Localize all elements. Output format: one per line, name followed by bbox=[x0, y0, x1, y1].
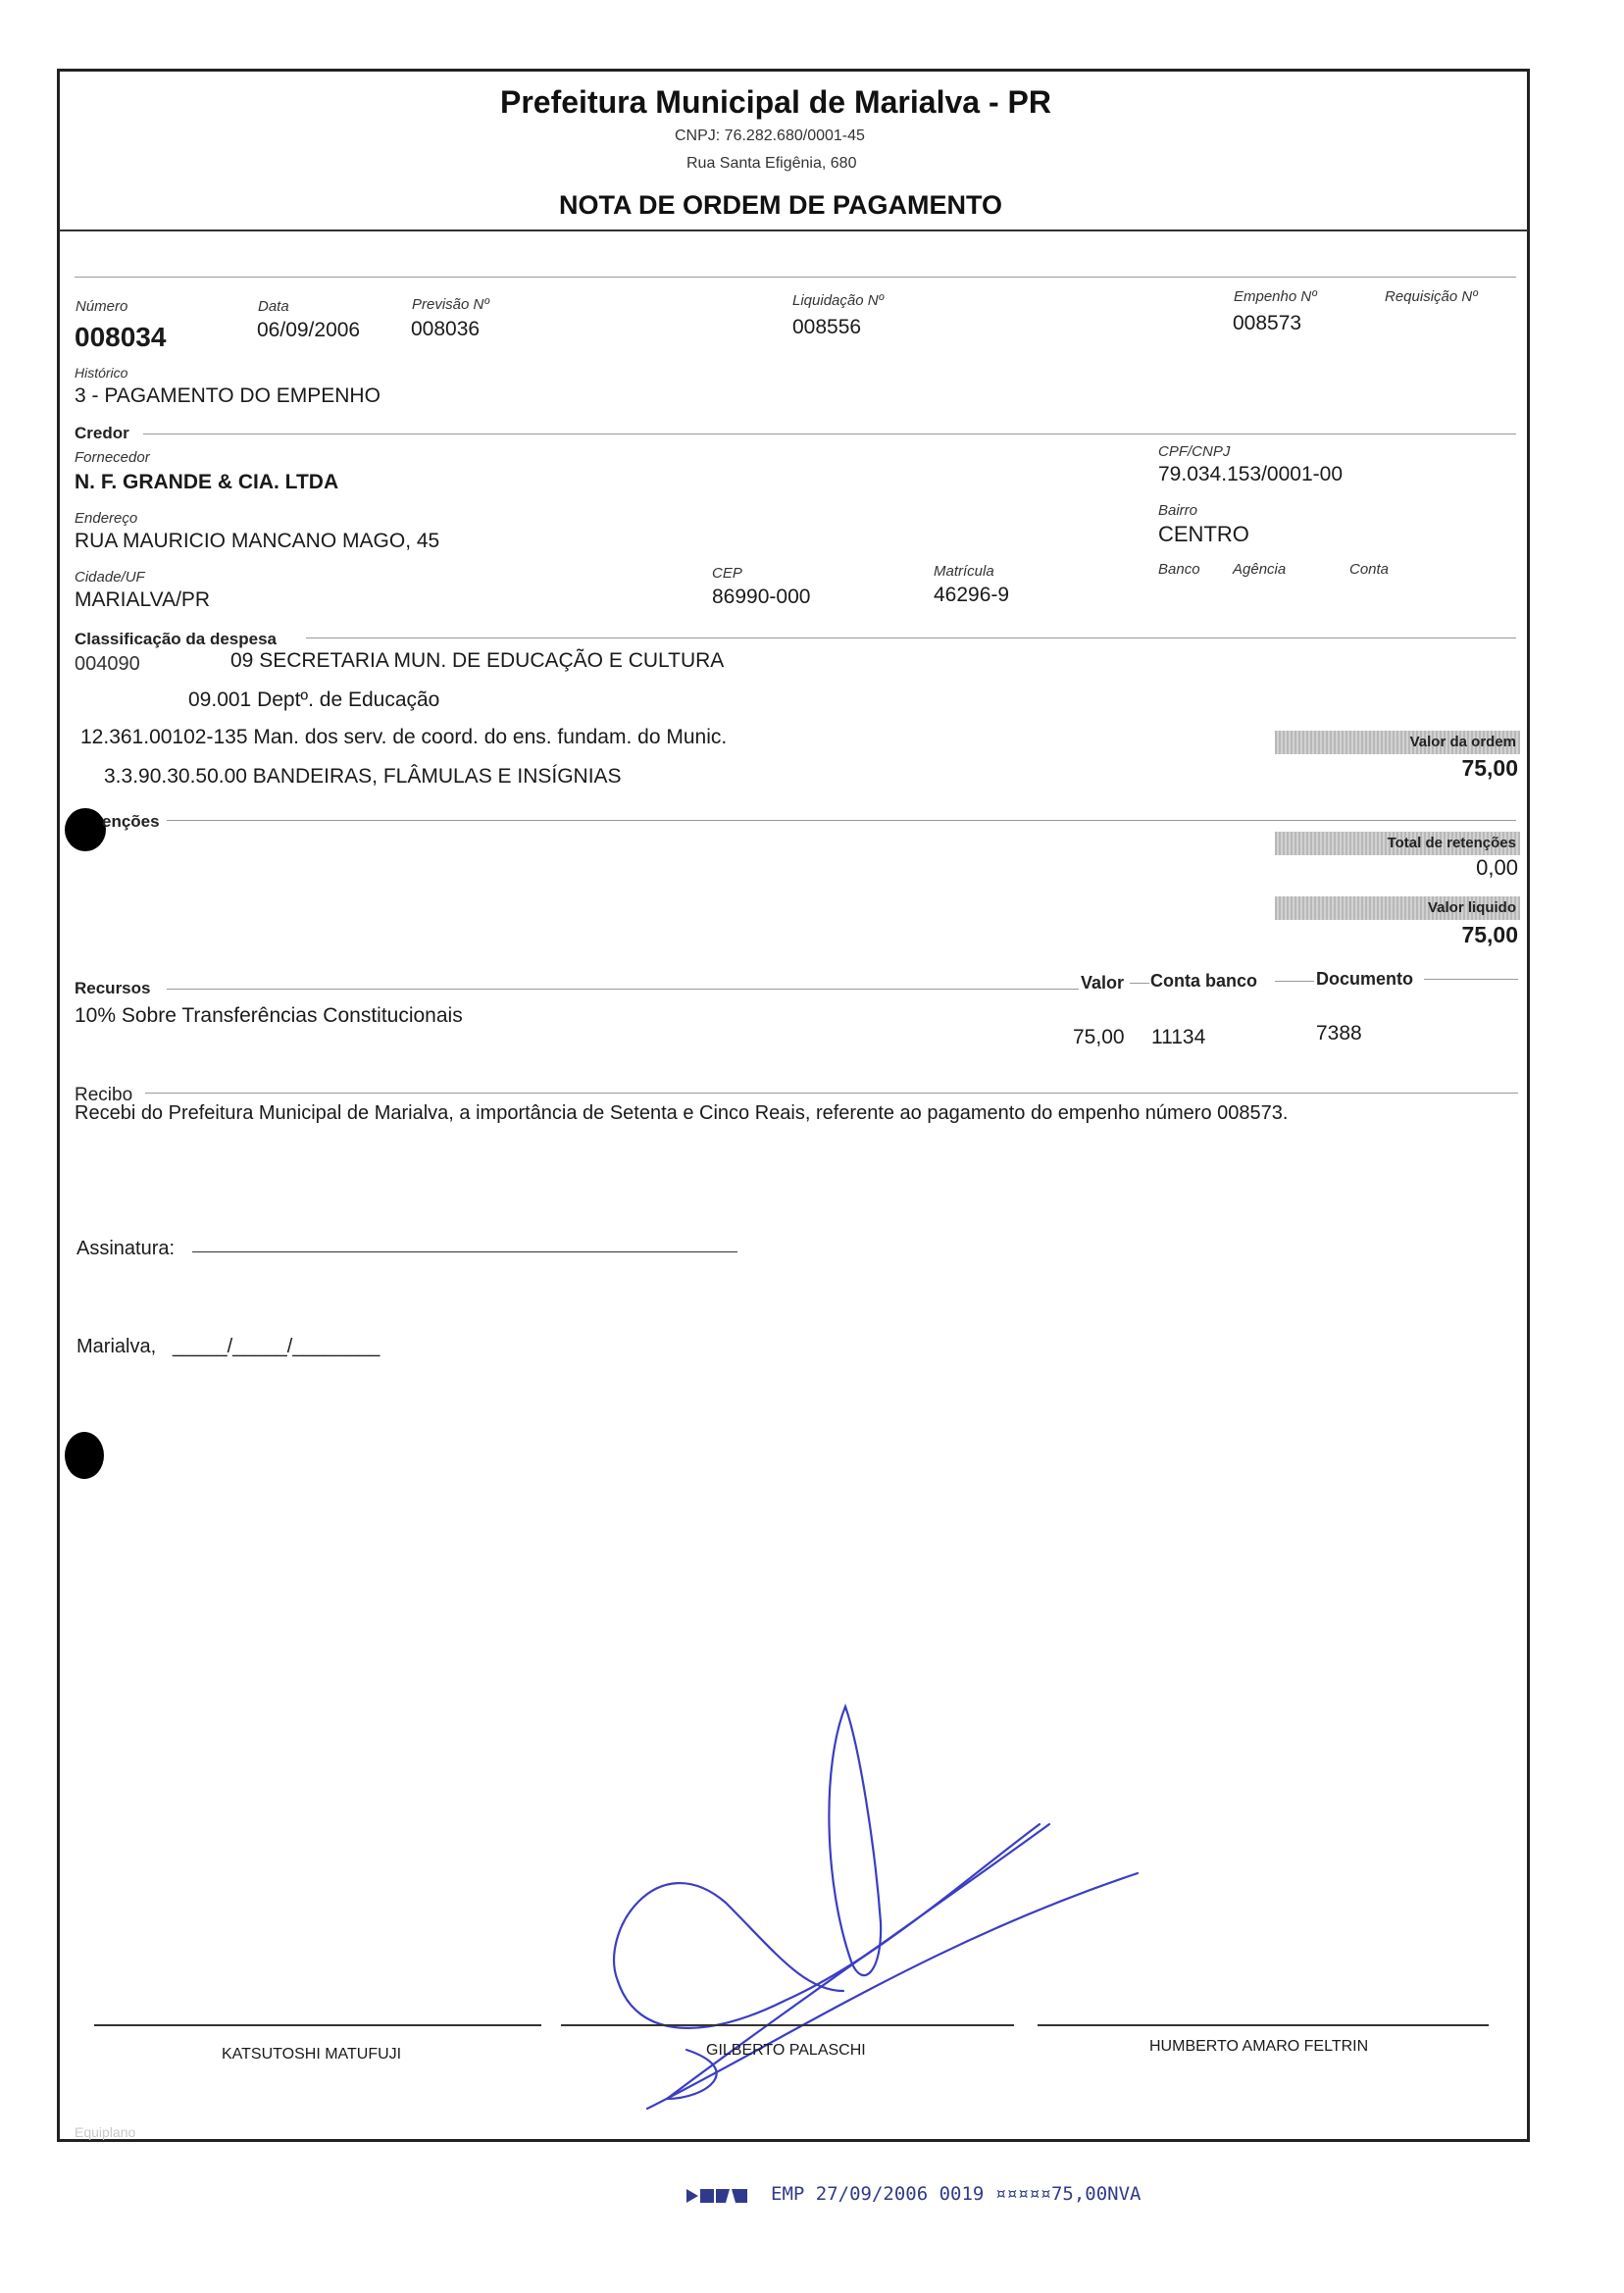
previsao-value: 008036 bbox=[411, 318, 481, 340]
local-label: Marialva, bbox=[76, 1336, 157, 1357]
data-value: 06/09/2006 bbox=[257, 319, 361, 341]
historico-value: 3 - PAGAMENTO DO EMPENHO bbox=[75, 384, 381, 407]
cnpj-line: CNPJ: 76.282.680/0001-45 bbox=[675, 127, 865, 144]
credor-section-label: Credor bbox=[75, 424, 129, 442]
conta-label: Conta bbox=[1349, 561, 1390, 578]
recursos-rule-mid2 bbox=[1275, 981, 1314, 982]
classificacao-line2: 09.001 Deptº. de Educação bbox=[188, 688, 440, 711]
classificacao-line3: 12.361.00102-135 Man. dos serv. de coord. do ens. fundam. do Munic. bbox=[80, 726, 728, 748]
recursos-rule-right bbox=[1424, 979, 1518, 980]
empenho-label: Empenho Nº bbox=[1234, 288, 1317, 305]
signature-line-1 bbox=[94, 2024, 541, 2026]
header-separator bbox=[59, 229, 1528, 231]
recursos-rule-left bbox=[167, 989, 1079, 990]
cpf-label: CPF/CNPJ bbox=[1158, 443, 1231, 460]
requisicao-label: Requisição Nº bbox=[1385, 288, 1478, 305]
credor-rule bbox=[143, 433, 1516, 434]
classificacao-rule bbox=[306, 637, 1516, 638]
recursos-valor: 75,00 bbox=[1073, 1026, 1125, 1048]
address-line: Rua Santa Efigênia, 680 bbox=[686, 155, 857, 172]
recursos-descricao: 10% Sobre Transferências Constitucionais bbox=[75, 1004, 463, 1027]
cidade-label: Cidade/UF bbox=[75, 569, 145, 586]
recursos-section-label: Recursos bbox=[75, 979, 151, 997]
recursos-valor-label: Valor bbox=[1081, 973, 1125, 993]
endereco-value: RUA MAURICIO MANCANO MAGO, 45 bbox=[75, 530, 440, 552]
total-retencoes-label: Total de retenções bbox=[1275, 832, 1520, 855]
numero-label: Número bbox=[76, 298, 128, 315]
recursos-conta-label: Conta banco bbox=[1150, 971, 1258, 991]
signature-line-3 bbox=[1038, 2024, 1489, 2026]
recibo-text: Recebi do Prefeitura Municipal de Marialva, a importância de Setenta e Cinco Reais, referente ao pagamento do empenho número 008573. bbox=[75, 1102, 1289, 1124]
classificacao-line1: 09 SECRETARIA MUN. DE EDUCAÇÃO E CULTURA bbox=[230, 649, 725, 672]
cpf-value: 79.034.153/0001-00 bbox=[1158, 463, 1344, 485]
classificacao-line4: 3.3.90.30.50.00 BANDEIRAS, FLÂMULAS E INSÍGNIAS bbox=[104, 765, 622, 788]
recursos-conta: 11134 bbox=[1151, 1026, 1206, 1048]
signatory-3: HUMBERTO AMARO FELTRIN bbox=[1149, 2038, 1369, 2055]
cep-label: CEP bbox=[712, 565, 742, 582]
recursos-documento-label: Documento bbox=[1316, 969, 1413, 989]
footer-stamp-text: EMP 27/09/2006 0019 ¤¤¤¤¤75,00NVA bbox=[771, 2183, 1142, 2205]
bairro-label: Bairro bbox=[1158, 502, 1198, 519]
liquidacao-label: Liquidação Nº bbox=[792, 292, 885, 309]
recursos-rule-mid bbox=[1130, 983, 1149, 984]
classificacao-section-label: Classificação da despesa bbox=[75, 630, 278, 648]
assinatura-label: Assinatura: bbox=[76, 1238, 176, 1259]
date-blank-lines: _____/_____/________ bbox=[173, 1336, 381, 1357]
data-label: Data bbox=[258, 298, 289, 315]
endereco-label: Endereço bbox=[75, 510, 138, 527]
classificacao-code: 004090 bbox=[75, 653, 140, 675]
total-retencoes-value: 0,00 bbox=[1476, 855, 1518, 880]
software-watermark: Equiplano bbox=[75, 2124, 136, 2140]
liquidacao-value: 008556 bbox=[792, 316, 862, 338]
punch-hole-mark-2 bbox=[65, 1432, 104, 1479]
fornecedor-label: Fornecedor bbox=[75, 449, 150, 466]
valor-ordem-label: Valor da ordem bbox=[1275, 731, 1520, 754]
recibo-section-label: Recibo bbox=[75, 1085, 133, 1105]
signature-line-2 bbox=[561, 2024, 1014, 2026]
cidade-value: MARIALVA/PR bbox=[75, 588, 211, 611]
fornecedor-value: N. F. GRANDE & CIA. LTDA bbox=[75, 471, 339, 493]
matricula-value: 46296-9 bbox=[934, 584, 1010, 606]
handwritten-signature bbox=[588, 1687, 1157, 2118]
previsao-label: Previsão Nº bbox=[412, 296, 489, 313]
numero-value: 008034 bbox=[75, 322, 167, 352]
order-top-rule bbox=[75, 277, 1516, 278]
retencoes-section-label: enções bbox=[102, 812, 160, 831]
prefeitura-title: Prefeitura Municipal de Marialva - PR bbox=[500, 84, 1051, 120]
punch-hole-mark bbox=[65, 808, 106, 851]
valor-liquido-label: Valor liquido bbox=[1275, 896, 1520, 920]
matricula-label: Matrícula bbox=[934, 563, 994, 580]
bairro-value: CENTRO bbox=[1158, 522, 1249, 546]
empenho-value: 008573 bbox=[1233, 312, 1302, 334]
banco-label: Banco bbox=[1158, 561, 1200, 578]
valor-ordem-value: 75,00 bbox=[1461, 755, 1518, 781]
assinatura-line bbox=[192, 1251, 737, 1252]
signatory-2: GILBERTO PALASCHI bbox=[706, 2042, 866, 2059]
cep-value: 86990-000 bbox=[712, 586, 811, 608]
historico-label: Histórico bbox=[75, 365, 128, 381]
retencoes-rule bbox=[167, 820, 1516, 821]
recursos-documento: 7388 bbox=[1316, 1022, 1362, 1045]
stamp-logo-icon bbox=[686, 2185, 749, 2207]
valor-liquido-value: 75,00 bbox=[1461, 922, 1518, 947]
document-title: NOTA DE ORDEM DE PAGAMENTO bbox=[559, 190, 1003, 220]
signatory-1: KATSUTOSHI MATUFUJI bbox=[222, 2046, 402, 2063]
agencia-label: Agência bbox=[1233, 561, 1287, 578]
recibo-rule bbox=[145, 1093, 1518, 1094]
